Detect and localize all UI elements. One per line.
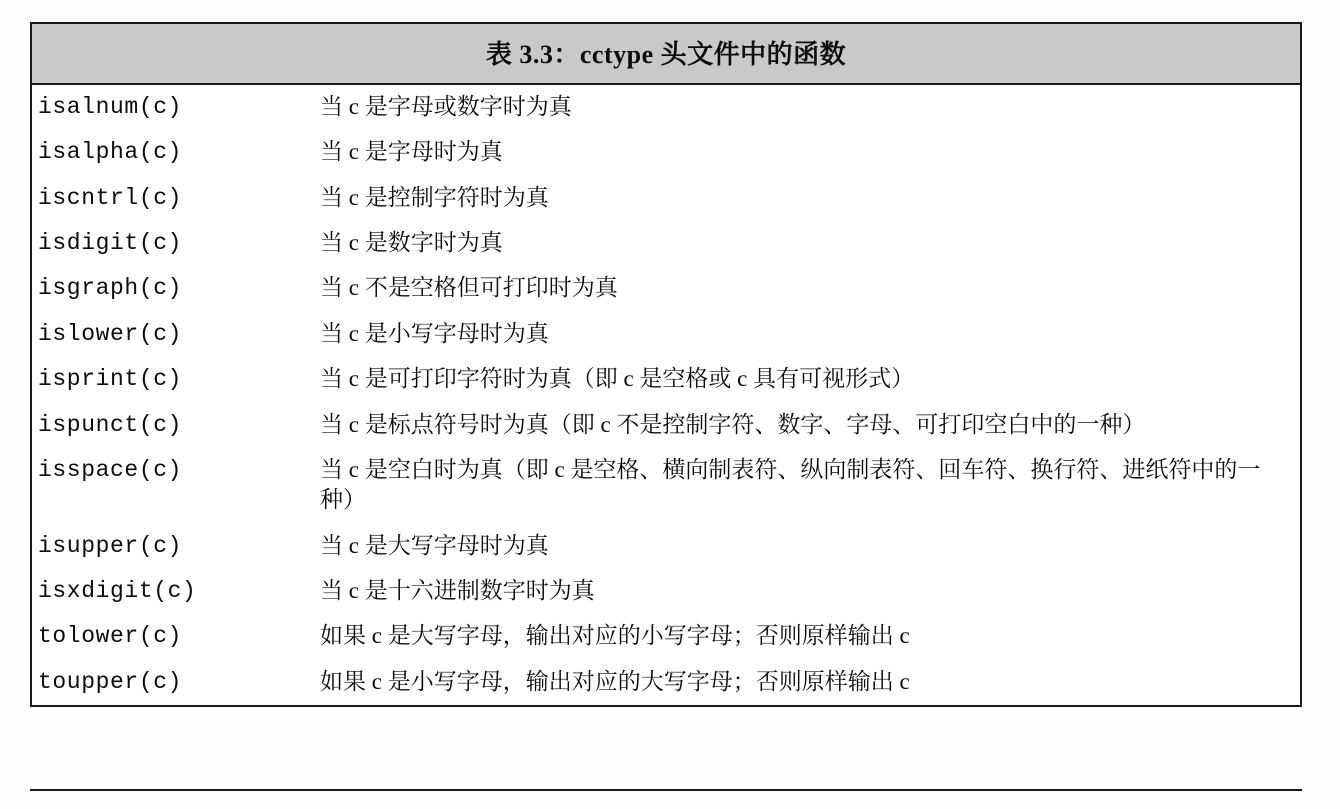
table-row: [32, 403, 1300, 448]
table-row: [32, 221, 1300, 266]
function-desc-cell: 当 c 是数字时为真: [320, 230, 503, 256]
function-desc-cell: 当 c 是小写字母时为真: [320, 320, 549, 346]
function-desc-cell: 当 c 是空白时为真（即 c 是空格、横向制表符、纵向制表符、回车符、换行符、进纸符中的一种）: [320, 456, 1261, 513]
function-desc-cell: 当 c 是可打印字符时为真（即 c 是空格或 c 具有可视形式）: [320, 366, 915, 392]
function-name-cell: isdigit(c): [38, 230, 183, 257]
table-row: [32, 614, 1300, 659]
function-desc-cell: 当 c 是标点符号时为真（即 c 不是控制字符、数字、字母、可打印空白中的一种）: [320, 411, 1146, 437]
function-desc-cell: 当 c 是字母或数字时为真: [320, 94, 572, 119]
function-desc-cell: 如果 c 是大写字母，输出对应的小写字母；否则原样输出 c: [320, 623, 910, 649]
function-name-cell: isprint(c): [38, 366, 183, 393]
cctype-function-table: [30, 22, 1302, 707]
table-row: [32, 176, 1300, 221]
function-name-cell: islower(c): [38, 320, 183, 347]
function-desc-cell: 当 c 不是空格但可打印时为真: [320, 275, 618, 301]
function-name-cell: ispunct(c): [38, 411, 183, 438]
table-caption: 表 3.3：cctype 头文件中的函数: [32, 24, 1300, 85]
table-body: [32, 85, 1300, 705]
function-name-cell: isalnum(c): [38, 94, 183, 120]
function-name-cell: tolower(c): [38, 623, 183, 650]
function-desc-cell: 如果 c 是小写字母，输出对应的大写字母；否则原样输出 c: [320, 668, 910, 694]
function-name-cell: iscntrl(c): [38, 184, 183, 211]
function-name-cell: isspace(c): [38, 456, 183, 483]
table-row: [32, 357, 1300, 402]
table-row: [32, 569, 1300, 614]
function-name-cell: isgraph(c): [38, 275, 183, 302]
page-bottom-rule: [30, 789, 1302, 791]
table-row: [32, 85, 1300, 130]
function-desc-cell: 当 c 是十六进制数字时为真: [320, 577, 595, 603]
table-row: [32, 266, 1300, 311]
function-name-cell: isxdigit(c): [38, 577, 197, 604]
table-row: [32, 312, 1300, 357]
function-list-table: [32, 85, 1300, 705]
function-desc-cell: 当 c 是字母时为真: [320, 139, 503, 165]
table-row: [32, 660, 1300, 705]
function-name-cell: isupper(c): [38, 532, 183, 559]
function-name-cell: isalpha(c): [38, 139, 183, 166]
table-row: [32, 524, 1300, 569]
table-row: [32, 448, 1300, 524]
function-desc-cell: 当 c 是大写字母时为真: [320, 532, 549, 558]
table-row: [32, 130, 1300, 175]
function-desc-cell: 当 c 是控制字符时为真: [320, 184, 549, 210]
function-name-cell: toupper(c): [38, 668, 183, 695]
